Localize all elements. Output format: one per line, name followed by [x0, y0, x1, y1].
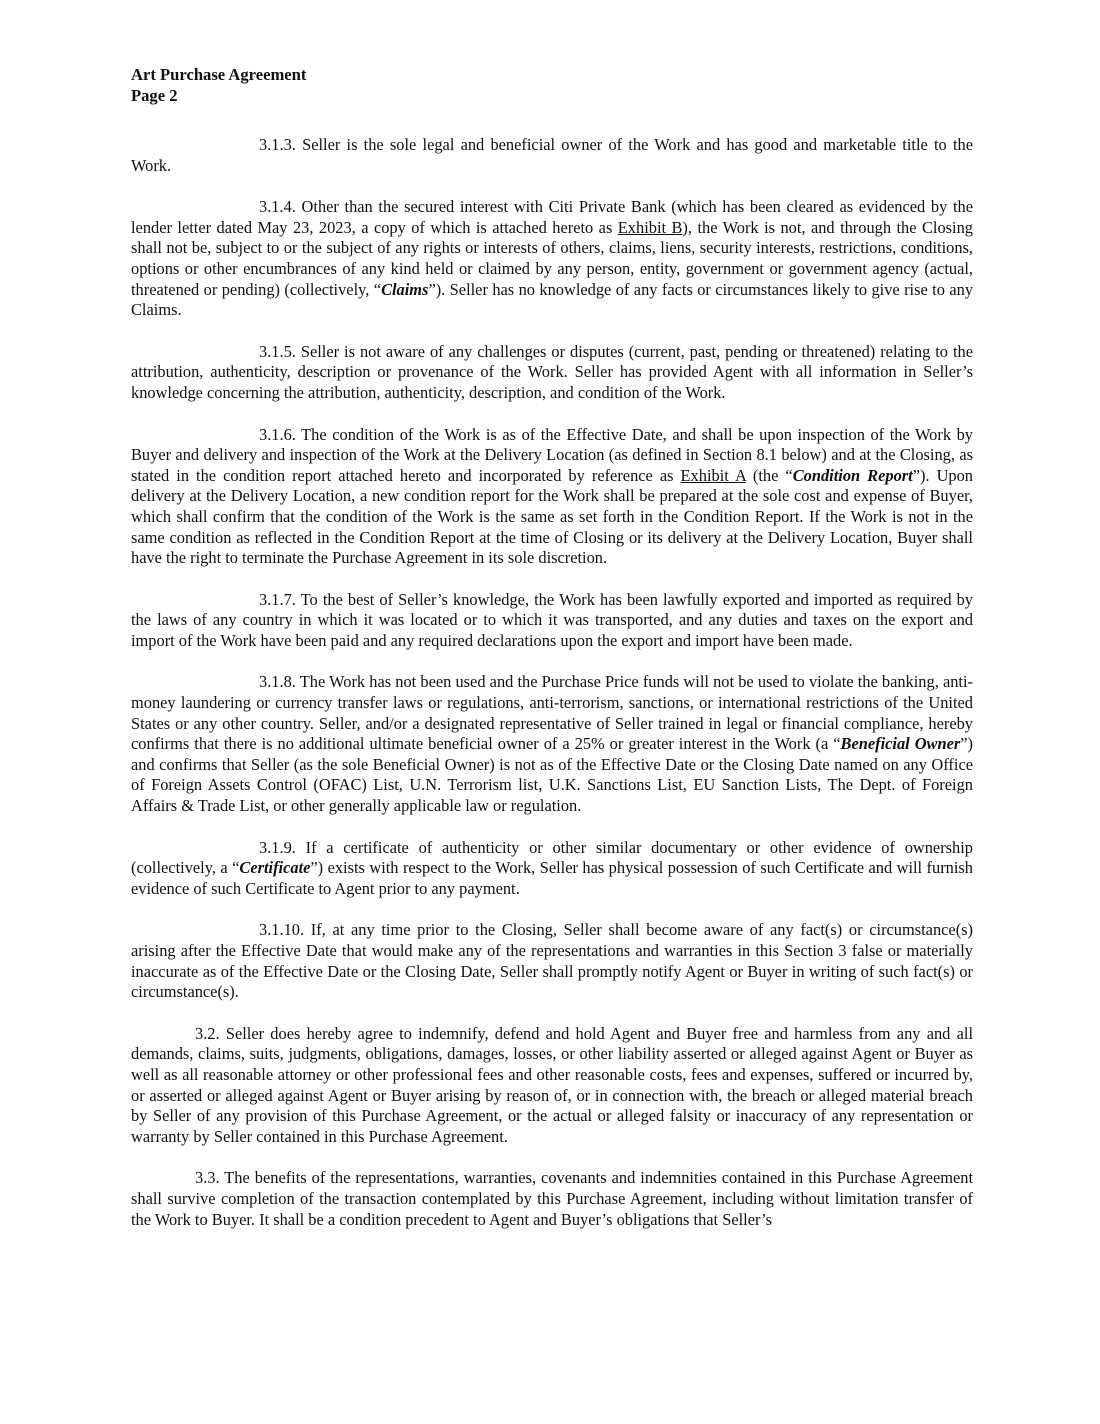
defined-term-claims: Claims	[381, 279, 429, 299]
clause-3-1-4: 3.1.4. Other than the secured interest with Citi Private Bank (which has been cleared as evidenced by the lender letter dated May 23, 2023, a copy of which is attached hereto as Exhibit B), the Work is not, and through the Closing shall not be, subject to or the subject of any rights or interests of others, claims, liens, security interests, restrictions, conditions, options or other encumbrances of any kind held or claimed by any person, entity, government or government agency (actual, threatened or pending) (collectively, “Claims”). Seller has no knowledge of any facts or circumstances likely to give rise to any Claims.	[131, 197, 974, 320]
document-title: Art Purchase Agreement	[131, 65, 307, 84]
page-number: Page 2	[131, 86, 178, 105]
clause-3-1-7: 3.1.7. To the best of Seller’s knowledge, the Work has been lawfully exported and imported as required by the laws of any country in which it was located or to which it was transported, and any duties and taxes on the export and import of the Work have been paid and any required declarations upon the export and import have been made.	[131, 589, 973, 650]
clause-3-1-5: 3.1.5. Seller is not aware of any challenges or disputes (current, past, pending or threatened) relating to the attribution, authenticity, description or provenance of the Work. Seller has provided Agent with all information in Seller’s knowledge concerning the attribution, authenticity, description, and condition of the Work.	[131, 341, 973, 402]
clause-3-2: 3.2. Seller does hereby agree to indemnify, defend and hold Agent and Buyer free and harmless from any and all demands, claims, suits, judgments, obligations, damages, losses, or other liability asserted or alleged against Agent or Buyer as well as all reasonable attorney or other professional fees and other reasonable costs, fees and expenses, suffered or incurred by, or asserted or alleged against Agent or Buyer arising by reason of, or in connection with, the breach or alleged material breach by Seller of any provision of this Purchase Agreement, or the actual or alleged falsity or inaccuracy of any representation or warranty by Seller contained in this Purchase Agreement.	[131, 1023, 973, 1146]
clause-3-3: 3.3. The benefits of the representations, warranties, covenants and indemnities contained in this Purchase Agreement shall survive completion of the transaction contemplated by this Purchase Agreement, including without limitation transfer of the Work to Buyer. It shall be a condition precedent to Agent and Buyer’s obligations that Seller’s	[131, 1168, 973, 1229]
exhibit-b-link[interactable]: Exhibit B),	[617, 217, 692, 237]
clause-3-1-3: 3.1.3. Seller is the sole legal and beneficial owner of the Work and has good and marketable title to the Work.	[131, 135, 973, 175]
clause-3-1-9: 3.1.9. If a certificate of authenticity or other similar documentary or other evidence of ownership (collectively, a “Certificate”) exists with respect to the Work, Seller has physical possession of such Certificate and will furnish evidence of such Certificate to Agent prior to any payment.	[131, 837, 973, 898]
defined-term-certificate: Certificate	[239, 858, 311, 878]
defined-term-condition-report: Condition Report	[792, 465, 913, 485]
exhibit-a-link[interactable]: Exhibit A	[680, 465, 746, 485]
clause-3-1-8: 3.1.8. The Work has not been used and the Purchase Price funds will not be used to violate the banking, anti-money laundering or currency transfer laws or regulations, anti-terrorism, sanctions, or international restrictions of the United States or any other country. Seller, and/or a designated representative of Seller trained in legal or financial compliance, hereby confirms that there is no additional ultimate beneficial owner of a 25% or greater interest in the Work (a “Beneficial Owner”) and confirms that Seller (as the sole Beneficial Owner) is not as of the Effective Date or the Closing Date named on any Office of Foreign Assets Control (OFAC) List, U.N. Terrorism list, U.K. Sanctions List, EU Sanction Lists, The Dept. of Foreign Affairs & Trade List, or other generally applicable law or regulation.	[131, 672, 973, 816]
clause-3-1-10: 3.1.10. If, at any time prior to the Closing, Seller shall become aware of any fact(s) or circumstance(s) arising after the Effective Date that would make any of the representations and warranties in this Section 3 false or materially inaccurate as of the Effective Date or the Closing Date, Seller shall promptly notify Agent or Buyer in writing of such fact(s) or circumstance(s).	[131, 920, 973, 1002]
clause-3-1-6: 3.1.6. The condition of the Work is as of the Effective Date, and shall be upon inspection of the Work by Buyer and delivery and inspection of the Work at the Delivery Location (as defined in Section 8.1 below) and at the Closing, as stated in the condition report attached hereto and incorporated by reference as Exhibit A (the “Condition Report”). Upon delivery at the Delivery Location, a new condition report for the Work shall be prepared at the sole cost and expense of Buyer, which shall confirm that the condition of the Work is the same as set forth in the Condition Report. If the Work is not in the same condition as reflected in the Condition Report at the time of Closing or its delivery at the Delivery Location, Buyer shall have the right to terminate the Purchase Agreement in its sole discretion.	[131, 424, 973, 568]
document-header	[131, 64, 973, 106]
defined-term-beneficial-owner: Beneficial Owner	[840, 734, 961, 754]
